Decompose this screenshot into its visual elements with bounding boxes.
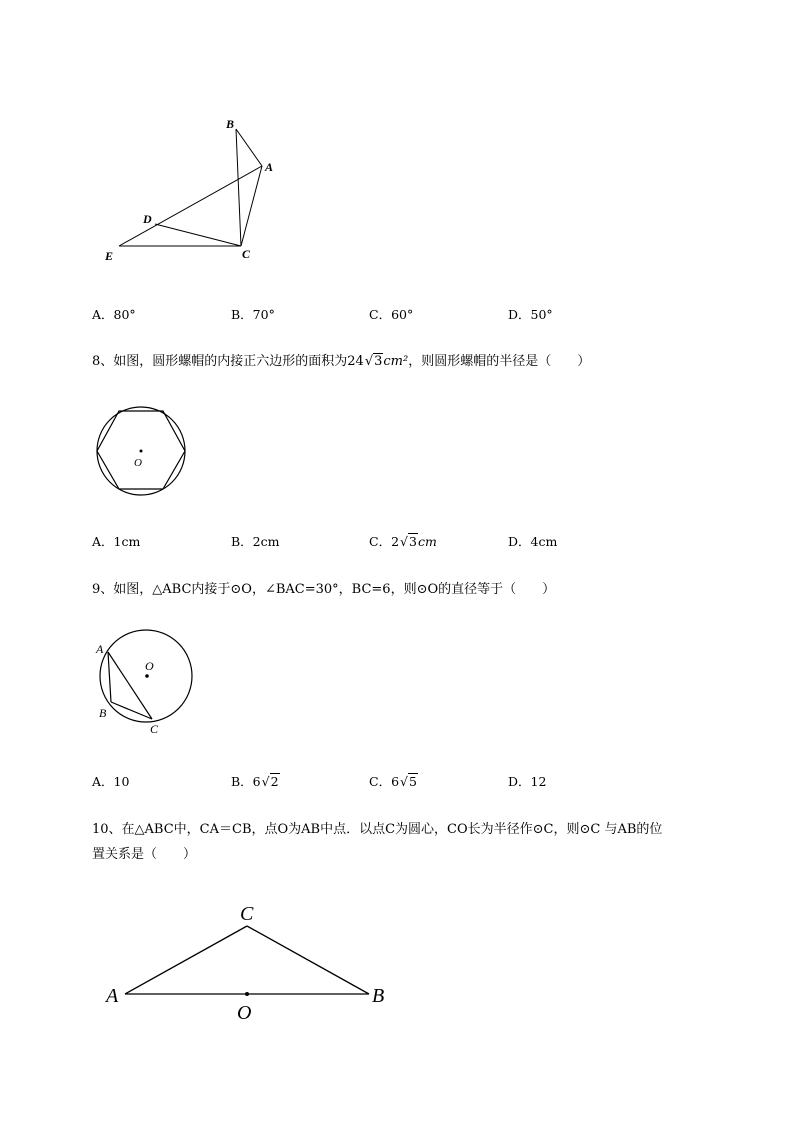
segment-dc (155, 224, 241, 246)
q9-stem: 9、如图，△ABC内接于⊙O，∠BAC=30°，BC=6，则⊙O的直径等于（ ） (92, 582, 556, 597)
q9-option-a[interactable]: A．10 (92, 774, 130, 789)
label-c: C (150, 722, 159, 736)
midpoint-o-dot (245, 992, 249, 996)
q9-figure (92, 625, 202, 740)
q9-option-d[interactable]: D．12 (508, 774, 547, 789)
segment-ac (241, 166, 262, 246)
label-d: D (143, 212, 152, 226)
q10-stem-line1: 10、在△ABC中，CA＝CB，点O为AB中点．以点C为圆心，CO长为半径作⊙C，则⊙C 与AB的位 (92, 822, 663, 837)
q7-option-d[interactable]: D．50° (508, 307, 553, 322)
label-b: B (226, 117, 235, 131)
segment-ab (108, 652, 111, 702)
q7-figure (95, 110, 295, 270)
segment-cb (247, 926, 369, 994)
label-a: A (265, 160, 274, 174)
label-e: E (105, 249, 114, 263)
q9-option-b-prefix: B．6 (231, 774, 261, 789)
segment-ac (125, 926, 247, 994)
q8-option-b[interactable]: B．2cm (231, 534, 280, 549)
q9-option-b-radicand: 2 (270, 774, 279, 789)
q8-stem-sqrt: √3 (364, 354, 383, 369)
q10-figure (100, 895, 400, 1025)
q7-option-b[interactable]: B．70° (231, 307, 275, 322)
q10-stem-line2: 置关系是（ ） (92, 847, 197, 862)
q9-option-b-sqrt: √2 (261, 774, 279, 789)
q8-option-c-unit: cm (417, 534, 437, 549)
q8-option-c-prefix: C．2 (369, 534, 400, 549)
label-o: O (134, 457, 142, 469)
q9-option-c-sqrt: √5 (400, 774, 417, 789)
label-o: O (237, 1002, 252, 1024)
center-dot (140, 450, 143, 453)
q8-option-c[interactable] (369, 532, 437, 550)
q8-stem (92, 353, 590, 371)
q8-option-d[interactable]: D．4cm (508, 534, 558, 549)
label-a: A (96, 642, 104, 656)
segment-bc (236, 129, 241, 246)
q8-option-c-sqrt: √3 (400, 534, 417, 549)
q8-stem-radicand: 3 (374, 354, 383, 369)
label-o: O (145, 659, 154, 673)
q8-option-a[interactable]: A．1cm (92, 534, 141, 549)
q9-option-b[interactable] (231, 772, 280, 790)
q8-figure (92, 402, 192, 502)
label-c: C (242, 247, 251, 261)
q7-option-a[interactable]: A．80° (92, 307, 136, 322)
q8-option-c-radicand: 3 (409, 534, 417, 549)
q9-option-c[interactable] (369, 772, 418, 790)
q8-stem-unit: cm² (383, 354, 409, 369)
q9-option-c-prefix: C．6 (369, 774, 400, 789)
center-dot (145, 674, 149, 678)
segment-ba (236, 129, 262, 166)
q7-option-c[interactable]: C．60° (369, 307, 414, 322)
q9-option-c-radicand: 5 (409, 774, 417, 789)
label-a: A (106, 985, 119, 1007)
label-b: B (99, 706, 107, 720)
q8-stem-suffix: ，则圆形螺帽的半径是（ ） (408, 354, 591, 369)
q8-stem-prefix: 8、如图，圆形螺帽的内接正六边形的面积为24 (92, 354, 364, 369)
label-c: C (240, 903, 254, 925)
label-b: B (372, 985, 385, 1007)
